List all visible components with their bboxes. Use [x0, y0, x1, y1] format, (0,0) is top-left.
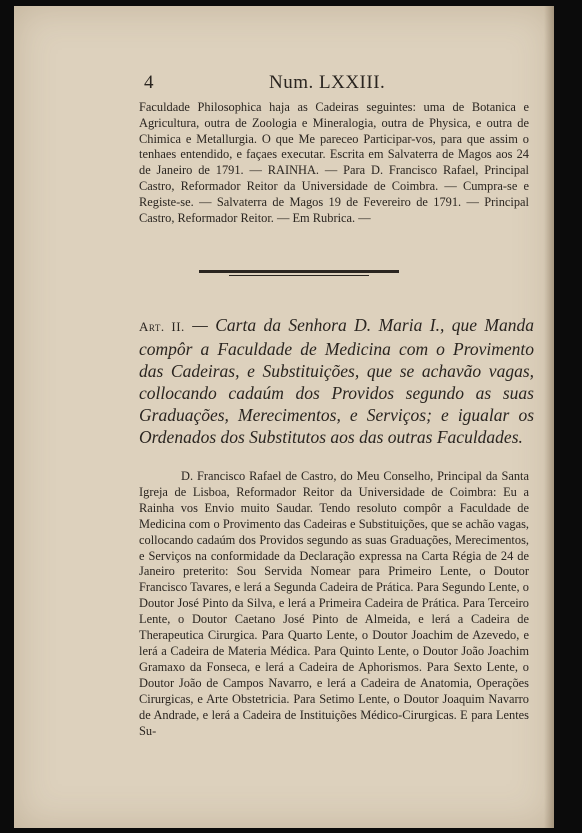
letter-text-block: [139, 469, 529, 739]
letter-paragraph: D. Francisco Rafael de Castro, do Meu Conselho, Principal da Santa Igreja de Lisboa, Reformador Reitor da Universidade de Coimbra: Eu a Rainha vos Envio muito Saudar. Tendo resoluto compôr a Faculdade de Medicina com o Provimento das Cadeiras e Substituições, que se achão vagas, collocando cadaúm dos Providos segundo as suas Graduações, Merecimentos, e Serviços na conformidade da Declaração expressa na Carta Régia de 24 de Janeiro preterito: Sou Servida Nomear para Primeiro Lente, o Doutor Francisco Tavares, e lerá a Segunda Cadeira de Prática. Para Segundo Lente, o Doutor José Pinto da Silva, e lerá a Primeira Cadeira de Prática. Para Terceiro Lente, o Doutor Caetano José Pinto de Almeida, e lerá a Cadeira de Therapeutica Cirurgica. Para Quarto Lente, o Doutor Joachim de Azevedo, e lerá a Cadeira de Materia Médica. Para Quinto Lente, o Doutor João Joachim Gramaxo da Fonseca, e lerá a Cadeira de Aphorismos. Para Sexto Lente, o Doutor João de Campos Navarro, e lerá a Cadeira de Anatomia, Operações Cirurgicas, e Arte Obstetricia. Para Setimo Lente, o Doutor Joaquim Navarro de Andrade, e lerá a Cadeira de Instituições Médico-Cirurgicas. E para Lentes Su-: [139, 469, 529, 738]
page-edge-shadow: [544, 6, 554, 828]
page-number: 4: [144, 72, 154, 93]
article-label: Art. II.: [139, 319, 185, 334]
preceding-paragraph: Faculdade Philosophica haja as Cadeiras seguintes: uma de Botanica e Agricultura, outra de Zoologia e Mineralogia, outra de Physica, e outra de Chimica e Metallurgia. O que Me pareceo Participar-vos, para que assim o tenhaes entendido, e façaes executar. Escrita em Salvaterra de Magos aos 24 de Janeiro de 1791. — RAINHA. — Para D. Francisco Rafael, Principal Castro, Reformador Reitor da Universidade de Coimbra. — Cumpra-se e Registe-se. — Salvaterra de Magos 19 de Fevereiro de 1791. — Principal Castro, Reformador Reitor. — Em Rubrica. —: [139, 100, 529, 225]
article-title: Carta da Senhora D. Maria I., que Manda compôr a Faculdade de Medicina com o Provimento das Cadeiras, e Substituições, que se achavão vagas, collocando cadaúm dos Providos segundo as suas Graduações, Merecimentos, e Serviços; e igualar os Ordenados dos Substitutos aos das outras Faculdades.: [139, 315, 535, 447]
section-divider-thick: [199, 270, 399, 273]
preceding-text-block: [139, 100, 529, 226]
article-heading: [139, 314, 534, 448]
header-title: Num. LXXIII.: [269, 72, 386, 93]
article-dash: —: [184, 315, 216, 335]
document-page: [14, 6, 554, 828]
section-divider-thin: [229, 275, 369, 276]
